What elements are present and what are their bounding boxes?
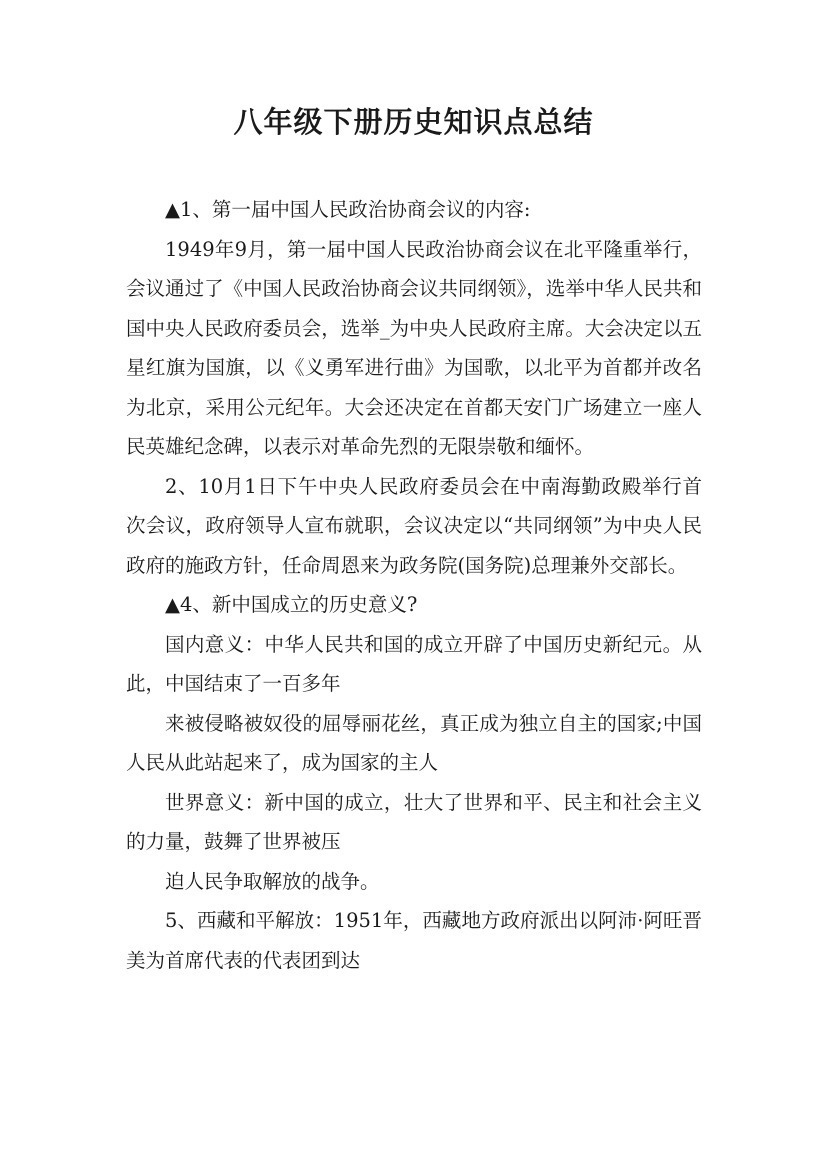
paragraph-4: ▲4、新中国成立的历史意义? [165,593,418,616]
paragraph-1: ▲1、第一届中国人民政治协商会议的内容: [165,198,531,221]
paragraph-5: 国内意义：中华人民共和国的成立开辟了中国历史新纪元。从此，中国结束了一百多年 [126,632,702,695]
paragraph-7: 世界意义：新中国的成立，壮大了世界和平、民主和社会主义的力量，鼓舞了世界被压 [126,790,702,853]
paragraph-6: 来被侵略被奴役的屈辱丽花丝，真正成为独立自主的国家;中国人民从此站起来了，成为国家的主人 [126,711,702,774]
paragraph-3: 2、10月1日下午中央人民政府委员会在中南海勤政殿举行首次会议，政府领导人宣布就职，会议决定以“共同纲领”为中央人民政府的施政方针，任命周恩来为政务院(国务院)总理兼外交部长。 [126,474,702,577]
paragraph-9: 5、西藏和平解放：1951年，西藏地方政府派出以阿沛·阿旺晋美为首席代表的代表团到达 [126,909,702,972]
document-body [126,190,702,980]
document-title: 八年级下册历史知识点总结 [233,105,594,139]
paragraph-8: 迫人民争取解放的战争。 [165,869,380,893]
paragraph-2: 1949年9月，第一届中国人民政治协商会议在北平隆重举行，会议通过了《中国人民政治协商会议共同纲领》，选举中华人民共和国中央人民政府委员会，选举_为中央人民政府主席。大会决定以五星红旗为国旗，以《义勇军进行曲》为国歌，以北平为首都并改名为北京，采用公元纪年。大会还决定在首都天安门广场建立一座人民英雄纪念碑，以表示对革命先烈的无限崇敬和缅怀。 [126,237,702,458]
